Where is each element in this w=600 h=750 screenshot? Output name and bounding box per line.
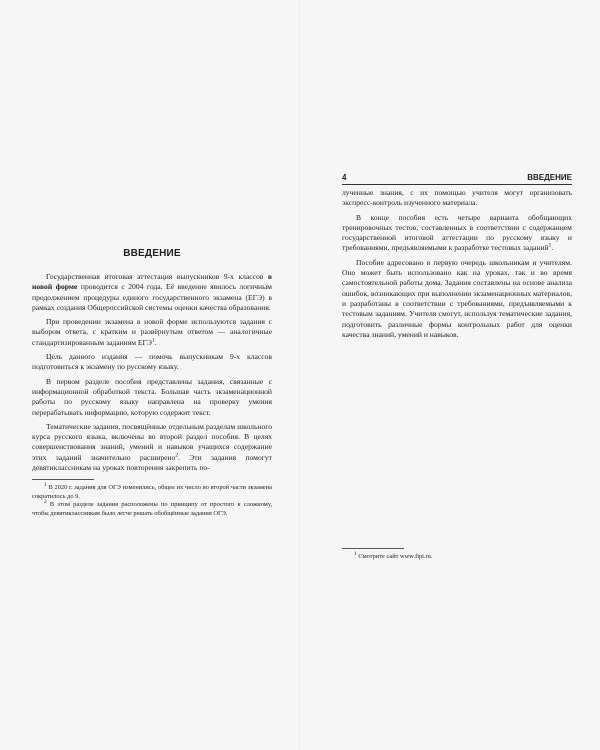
footnote-number: 1 <box>44 482 47 489</box>
right-footnotes <box>342 542 572 561</box>
book-spine <box>299 0 301 750</box>
right-body-text <box>342 188 572 340</box>
footnote-text: В 2020 г. задания для ОГЭ изменились, общее их число во второй части экзамена сократилось до 9. <box>32 484 272 500</box>
footnote-number: 2 <box>44 499 47 506</box>
paragraph: В первом разделе пособия представлены задания, связанные с информационной обработкой текста. Большая часть экзаменационной работы по русскому языку направлена на проверку умения перерабатывать информацию, которую содержит текст. <box>32 376 272 417</box>
paragraph-text: При проведении экзамена в новой форме используются задания с выбором ответа, с кратким и развёрнутым ответом — аналогичные стандартизированным заданиям ЕГЭ <box>32 317 272 347</box>
chapter-heading: ВВЕДЕНИЕ <box>123 248 181 259</box>
left-page <box>32 248 272 518</box>
page-number: 4 <box>342 173 347 182</box>
footnote-marker: 2 <box>175 452 179 459</box>
paragraph <box>32 272 272 313</box>
paragraph <box>342 213 572 254</box>
paragraph <box>32 317 272 348</box>
paragraph-text: В конце пособия есть четыре варианта обобщающих тренировочных тестов, составленных в соответствии с содержанием государственной итоговой аттестации по русскому языку и требованиями, предъявляемыми к разработке тестовых заданий <box>342 212 572 253</box>
right-page <box>342 172 572 340</box>
paragraph: Пособие адресовано в первую очередь школьникам и учителям. Оно может быть использовано как на уроках, так и во время самостоятельной работы дома. Задания составлены на основе анализа ошибок, возникающих при выполнении экзаменационных материалов, и разработаны в соответствии с требованиями, предъявляемыми к тестовым заданиям. Учителя смогут, используя тематические задания, подготовить различные формы контрольных работ для оценки качества знаний, умений и навыков. <box>342 257 572 339</box>
footnote <box>32 484 272 501</box>
bold-phrase: в новой форме <box>32 272 272 292</box>
footnote-marker: 1 <box>548 242 552 249</box>
footnote-number: 1 <box>354 550 357 557</box>
paragraph-text: . <box>551 243 554 253</box>
paragraph-text: Тематические задания, посвящённые отдельным разделам школьного курса русского языка, включены во второй раздел пособия. В целях совершенствования знаний, умений и навыков учащихся содержание этих заданий значительно расширено <box>32 421 272 462</box>
paragraph-text: Государственная итоговая аттестация выпускников 9-х классов <box>46 272 268 281</box>
left-body-text <box>32 272 272 473</box>
paragraph-text: . <box>154 337 157 347</box>
paragraph: лученные знания, с их помощью учителя могут организовать экспресс-контроль изученного материала. <box>342 188 572 208</box>
footnote <box>32 501 272 518</box>
paragraph <box>32 422 272 473</box>
running-title: ВВЕДЕНИЕ <box>527 173 572 182</box>
paragraph-text: . Эти задания помогут девятиклассникам на уроках повторения закрепить по- <box>32 452 272 473</box>
footnote-divider <box>342 548 404 549</box>
paragraph: Цель данного издания — помочь выпускникам 9-х классов подготовиться к экзамену по русскому языку. <box>32 352 272 372</box>
footnote-text: Смотрите сайт www.fipi.ru. <box>356 553 433 560</box>
footnote-list <box>342 550 572 561</box>
footnote <box>342 550 572 561</box>
left-footnotes <box>32 484 272 518</box>
footnote-marker: 1 <box>151 337 155 344</box>
paragraph-text: проводится с 2004 года. Её введение явилось логичным продолжением процедуры единого государственного экзамена (ЕГЭ) в рамках создания Общероссийской системы оценки качества образования. <box>32 282 272 312</box>
footnote-divider <box>32 479 94 480</box>
footnote-text: В этом разделе задания расположены по принципу от простого к сложному, чтобы девятиклассникам было легче решать обобщённые задания ОГЭ. <box>32 501 272 517</box>
